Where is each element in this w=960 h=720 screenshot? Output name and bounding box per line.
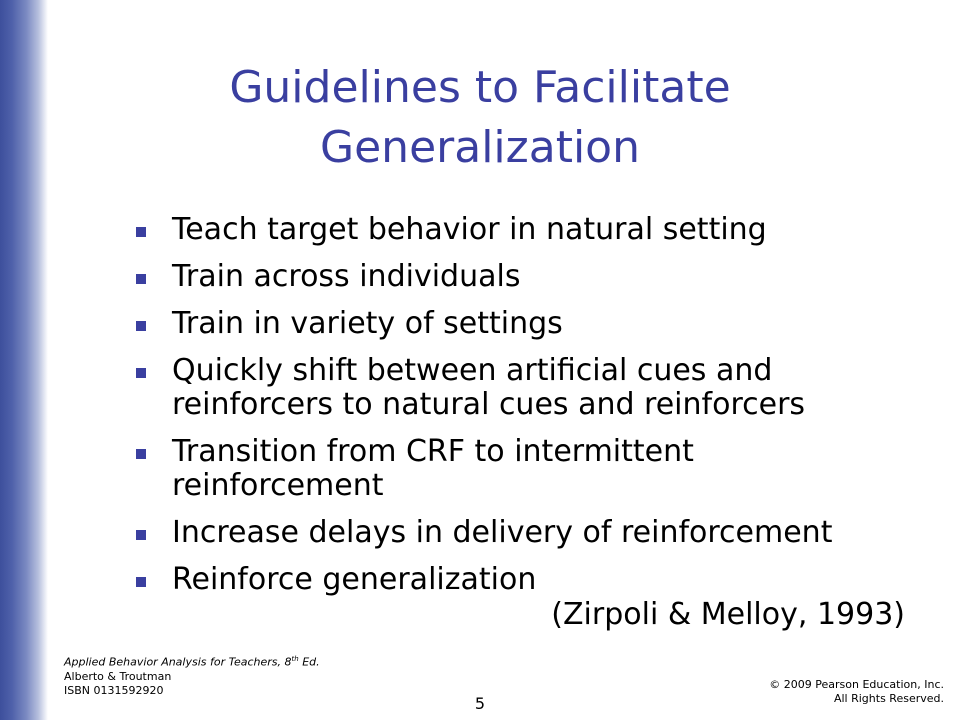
bullet-text: Reinforce generalization bbox=[172, 562, 537, 597]
bullet-text: Quickly shift between artificial cues and bbox=[172, 353, 773, 388]
footer-isbn: ISBN 0131592920 bbox=[64, 683, 164, 697]
bullet-text: Teach target behavior in natural setting bbox=[172, 212, 767, 247]
footer-copyright bbox=[769, 678, 944, 706]
bullet-item bbox=[134, 516, 934, 550]
book-edition-suffix: Ed. bbox=[298, 655, 320, 669]
bullet-item bbox=[134, 563, 934, 597]
bullet-item bbox=[134, 260, 934, 294]
bullet-list bbox=[134, 213, 934, 610]
slide-title-line1: Guidelines to Facilitate bbox=[229, 62, 731, 113]
citation: (Zirpoli & Melloy, 1993) bbox=[551, 597, 905, 632]
footer-book-title bbox=[64, 652, 320, 670]
square-bullet-icon bbox=[136, 577, 146, 587]
square-bullet-icon bbox=[136, 321, 146, 331]
footer-book-info bbox=[64, 652, 320, 698]
page-number: 5 bbox=[474, 694, 486, 713]
slide-title-line2: Generalization bbox=[320, 122, 640, 173]
square-bullet-icon bbox=[136, 274, 146, 284]
copyright-line: © 2009 Pearson Education, Inc. bbox=[769, 678, 944, 691]
bullet-text: Transition from CRF to intermittent bbox=[172, 434, 694, 469]
rights-line: All Rights Reserved. bbox=[833, 692, 944, 705]
book-title-text: Applied Behavior Analysis for Teachers, 8 bbox=[64, 655, 292, 669]
book-edition-superscript: th bbox=[291, 655, 299, 663]
side-decoration-bar bbox=[0, 0, 48, 720]
slide-title bbox=[160, 58, 800, 178]
square-bullet-icon bbox=[136, 530, 146, 540]
footer-authors: Alberto & Troutman bbox=[64, 669, 172, 683]
bullet-item bbox=[134, 213, 934, 247]
bullet-item bbox=[134, 435, 934, 503]
bullet-text: Train across individuals bbox=[172, 259, 521, 294]
bullet-text: Train in variety of settings bbox=[172, 306, 563, 341]
bullet-item bbox=[134, 354, 934, 422]
square-bullet-icon bbox=[136, 368, 146, 378]
bullet-text: Increase delays in delivery of reinforcement bbox=[172, 515, 833, 550]
bullet-text-continued: reinforcers to natural cues and reinforcers bbox=[172, 387, 806, 422]
bullet-text-continued: reinforcement bbox=[172, 468, 384, 503]
bullet-item bbox=[134, 307, 934, 341]
square-bullet-icon bbox=[136, 449, 146, 459]
square-bullet-icon bbox=[136, 227, 146, 237]
